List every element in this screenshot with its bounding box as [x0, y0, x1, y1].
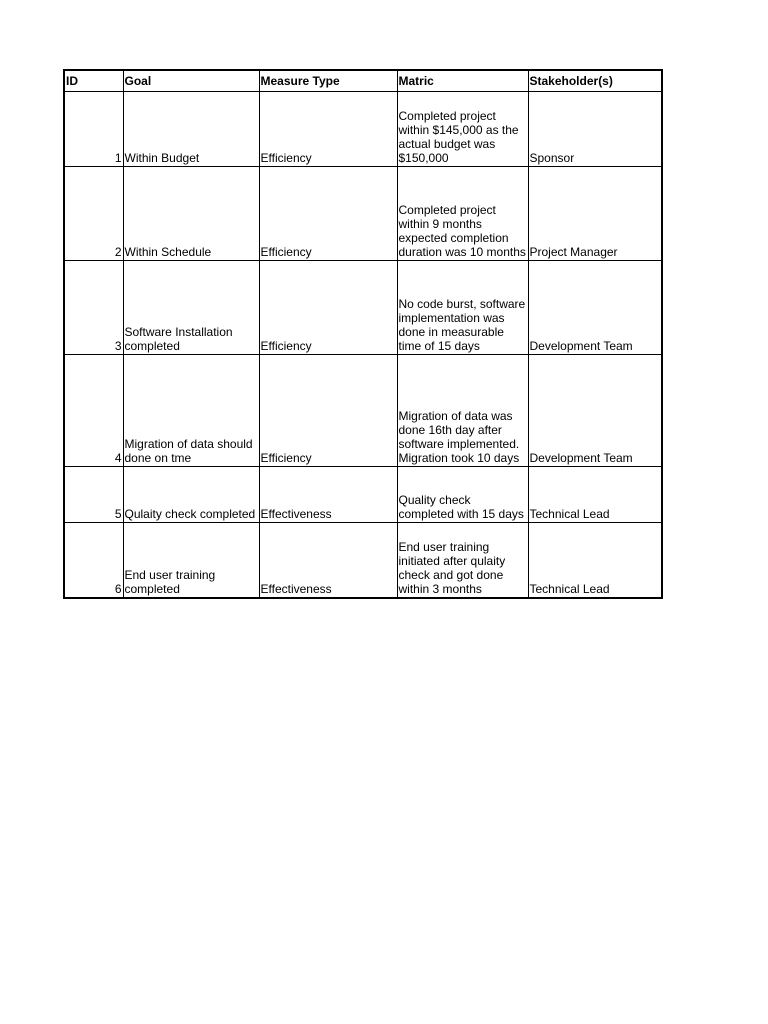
cell-matric: Quality check completed with 15 days: [397, 467, 528, 523]
table-row: [64, 355, 662, 467]
cell-id: 6: [64, 523, 123, 599]
cell-id: 5: [64, 467, 123, 523]
header-id: ID: [64, 70, 123, 92]
table-row: [64, 92, 662, 167]
cell-id: 2: [64, 167, 123, 261]
header-row: [64, 70, 662, 92]
goals-table: [63, 69, 663, 599]
cell-goal: Within Budget: [123, 92, 259, 167]
cell-stakeholders: Technical Lead: [528, 523, 662, 599]
cell-measure-type: Efficiency: [259, 261, 397, 355]
cell-goal: Qulaity check completed: [123, 467, 259, 523]
cell-stakeholders: Development Team: [528, 355, 662, 467]
table-row: [64, 167, 662, 261]
cell-matric: Completed project within 9 months expected completion duration was 10 months: [397, 167, 528, 261]
header-goal: Goal: [123, 70, 259, 92]
cell-goal: Software Installation completed: [123, 261, 259, 355]
cell-stakeholders: Sponsor: [528, 92, 662, 167]
cell-matric: End user training initiated after qulaity check and got done within 3 months: [397, 523, 528, 599]
cell-matric: No code burst, software implementation was done in measurable time of 15 days: [397, 261, 528, 355]
cell-id: 1: [64, 92, 123, 167]
cell-matric: Migration of data was done 16th day after software implemented. Migration took 10 days: [397, 355, 528, 467]
table-row: [64, 467, 662, 523]
cell-stakeholders: Development Team: [528, 261, 662, 355]
cell-measure-type: Efficiency: [259, 167, 397, 261]
cell-stakeholders: Technical Lead: [528, 467, 662, 523]
header-stakeholders: Stakeholder(s): [528, 70, 662, 92]
cell-measure-type: Effectiveness: [259, 523, 397, 599]
cell-measure-type: Efficiency: [259, 92, 397, 167]
cell-goal: End user training completed: [123, 523, 259, 599]
table-row: [64, 523, 662, 599]
header-matric: Matric: [397, 70, 528, 92]
cell-measure-type: Efficiency: [259, 355, 397, 467]
cell-stakeholders: Project Manager: [528, 167, 662, 261]
cell-goal: Within Schedule: [123, 167, 259, 261]
cell-goal: Migration of data should done on tme: [123, 355, 259, 467]
cell-measure-type: Effectiveness: [259, 467, 397, 523]
cell-matric: Completed project within $145,000 as the actual budget was $150,000: [397, 92, 528, 167]
cell-id: 4: [64, 355, 123, 467]
table-row: [64, 261, 662, 355]
cell-id: 3: [64, 261, 123, 355]
header-measure-type: Measure Type: [259, 70, 397, 92]
